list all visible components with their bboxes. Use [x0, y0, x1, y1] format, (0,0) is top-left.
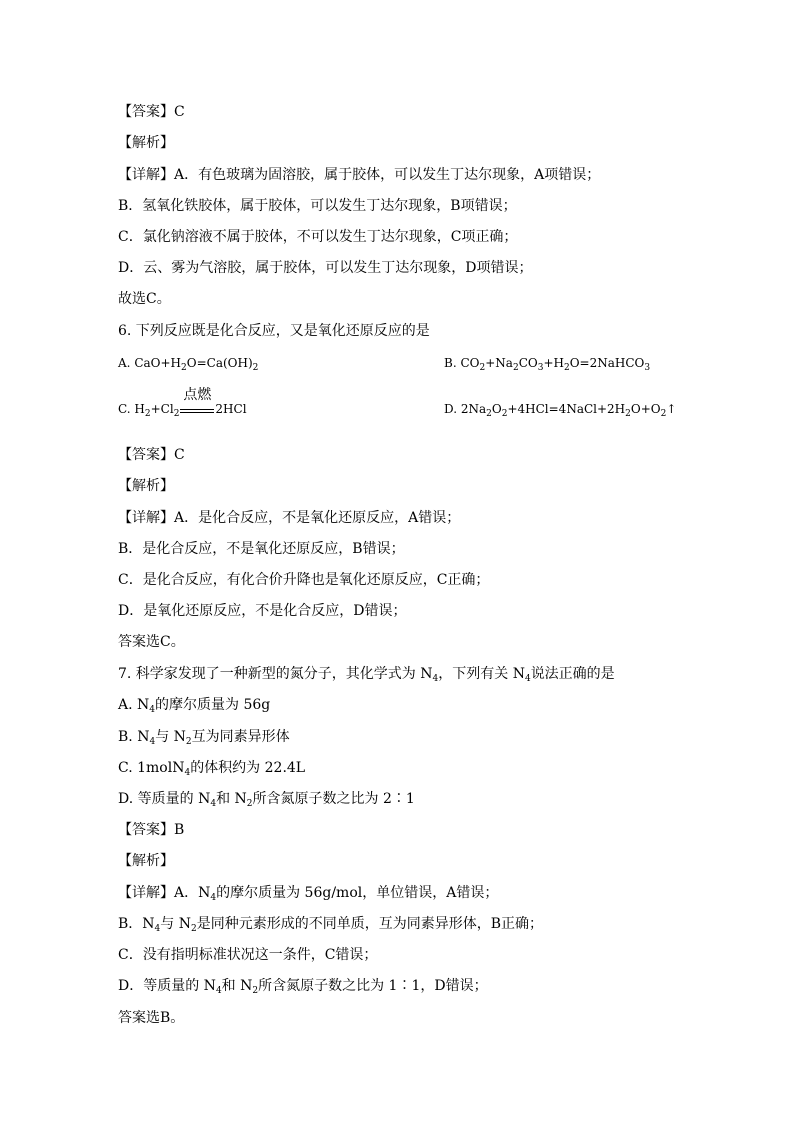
detail-line-a: 【详解】A．有色玻璃为固溶胶，属于胶体，可以发生丁达尔现象，A项错误；: [118, 167, 601, 183]
detail-line-a: 【详解】A．是化合反应，不是氧化还原反应，A错误；: [118, 510, 461, 526]
detail-line-c: C．没有指明标准状况这一条件，C错误；: [118, 947, 378, 963]
detail-line-d: D．等质量的 $N_4$和 $N_2$所含氮原子数之比为 1∶1，D错误；: [118, 978, 488, 996]
q6-option-c: C. $H_2+Cl_2$ 点燃 2HCl: [118, 386, 247, 419]
analysis-label: 【解析】: [118, 853, 174, 869]
detail-line-b: B．是化合反应，不是氧化还原反应，B错误；: [118, 541, 405, 557]
detail-line-c: C．是化合反应，有化合价升降也是氧化还原反应，C正确；: [118, 572, 490, 588]
detail-line-d: D．云、雾为气溶胶，属于胶体，可以发生丁达尔现象，D项错误；: [118, 260, 533, 276]
conclusion: 答案选B。: [118, 1010, 185, 1026]
q6-option-d: D. $2Na_2O_2+4HCl=4NaCl+2H_2O+O_2↑$: [444, 402, 677, 419]
q6-option-b: B. $CO_2+Na_2CO_3+H_2O=2NaHCO_3$: [444, 356, 651, 373]
q7-option-c: C. 1molN$_4$的体积约为 22.4L: [118, 760, 306, 778]
detail-line-d: D．是氧化还原反应，不是化合反应，D错误；: [118, 603, 407, 619]
conclusion: 故选C。: [118, 291, 171, 307]
detail-line-b: B．$N_4$与 $N_2$是同种元素形成的不同单质，互为同素异形体，B正确；: [118, 916, 544, 934]
analysis-label: 【解析】: [118, 478, 174, 494]
q6-option-a: A. $CaO+H_2O=Ca(OH)_2$: [118, 356, 259, 373]
analysis-label: 【解析】: [118, 135, 174, 151]
detail-line-a: 【详解】A．$N_4$的摩尔质量为 56g/mol，单位错误，A错误；: [118, 885, 499, 903]
detail-line-c: C．氯化钠溶液不属于胶体，不可以发生丁达尔现象，C项正确；: [118, 229, 518, 245]
question-6-stem: 6. 下列反应既是化合反应，又是氧化还原反应的是: [118, 323, 430, 339]
q7-option-d: D. 等质量的 $N_4$和 $N_2$所含氮原子数之比为 2∶1: [118, 791, 415, 809]
answer-label: 【答案】B: [118, 822, 185, 838]
answer-label: 【答案】C: [118, 104, 185, 120]
reaction-condition: 点燃: [180, 401, 214, 419]
detail-line-b: B．氢氧化铁胶体，属于胶体，可以发生丁达尔现象，B项错误；: [118, 198, 517, 214]
conclusion: 答案选C。: [118, 634, 185, 650]
q7-option-a: A. $N_4$的摩尔质量为 56g: [118, 697, 271, 715]
q7-option-b: B. $N_4$与 $N_2$互为同素异形体: [118, 729, 290, 747]
question-7-stem: 7. 科学家发现了一种新型的氮分子，其化学式为 $N_4$，下列有关 $N_4$说法正确的是: [118, 666, 615, 684]
answer-label: 【答案】C: [118, 447, 185, 463]
